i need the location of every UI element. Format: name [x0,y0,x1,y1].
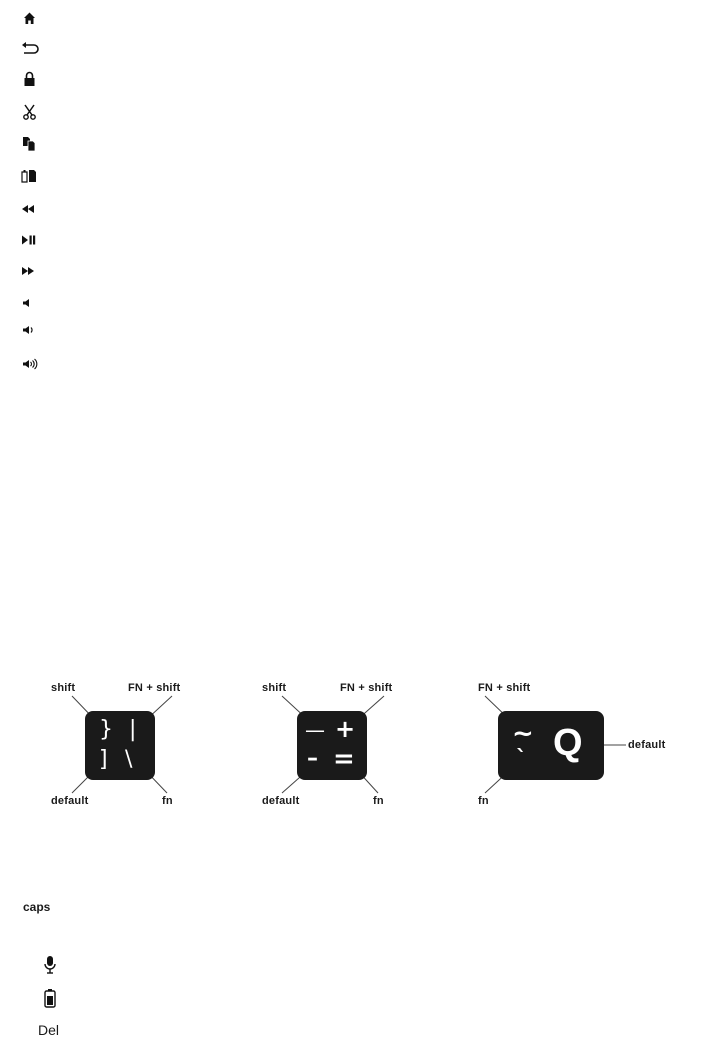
battery-icon [42,988,58,1010]
label-shift: shift [262,682,287,694]
label-fn-shift: FN + shift [478,682,531,694]
key-bracket [85,711,155,780]
key-legend-fn-shift: | [129,717,137,742]
key-legend-shift: } [99,717,113,742]
label-default: default [262,795,300,807]
label-default: default [51,795,89,807]
label-shift: shift [51,682,76,694]
key-q [498,711,604,780]
label-default: default [628,739,666,751]
key-legend-fn: = [333,744,355,774]
label-fn-shift: FN + shift [128,682,181,694]
key-legend-fn: ` [516,747,527,772]
label-fn: fn [162,795,173,807]
key-legend-fn-shift: + [335,715,356,743]
key-legend-fn-shift: ~ [512,719,534,749]
key-legend-default: Q [553,722,583,764]
key-legend-default: ] [99,747,108,772]
caps-label: caps [23,900,51,914]
label-fn: fn [373,795,384,807]
label-fn: fn [478,795,489,807]
microphone-icon [42,954,58,976]
label-fn-shift: FN + shift [340,682,393,694]
del-label: Del [38,1022,60,1038]
key-legend-default: – [307,746,318,771]
key-minus [297,711,367,780]
key-legend-shift: — [305,718,325,742]
key-legend-fn: \ [125,747,133,772]
